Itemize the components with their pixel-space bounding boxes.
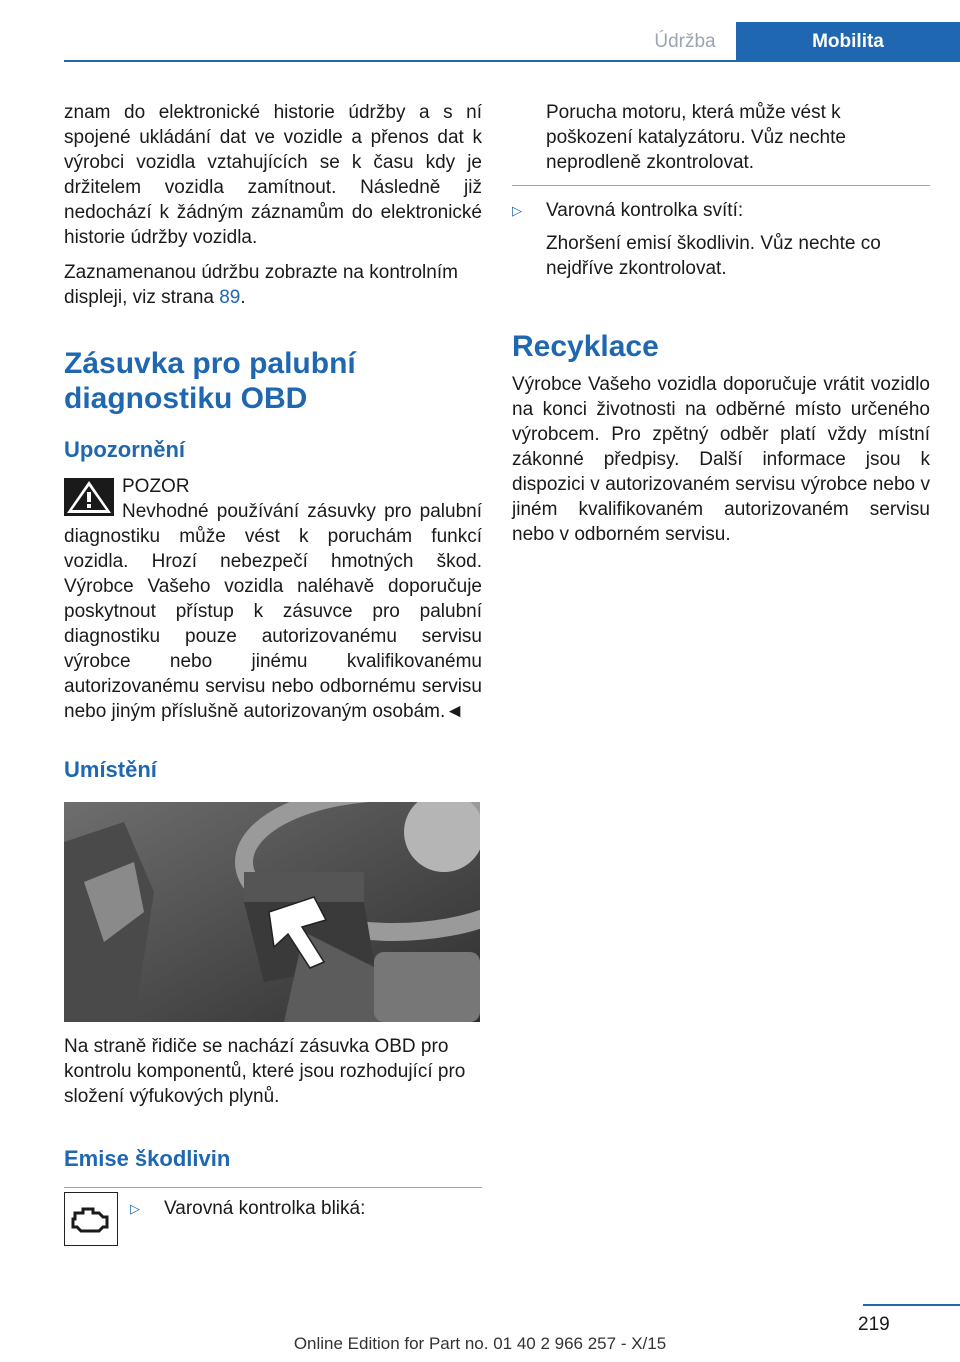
right-column — [512, 100, 930, 557]
tab-mobilita[interactable]: Mobilita — [736, 22, 960, 62]
bullet-blinks-text: Varovná kontrolka bliká: — [164, 1198, 366, 1219]
subheading-emissions: Emise škodlivin — [64, 1146, 231, 1171]
top-bar — [0, 0, 960, 62]
recycling-text: Výrobce Vašeho vozidla doporučuje vrátit vozidlo na konci životnosti na odběrné místo určeného výrobcem. Pro zpětný odběr platí vždy místní zákonné předpisy. Další informace jsou k dispozici v autorizovaném servisu výrobce nebo v jiném kvalifikovaném autorizovaném servisu nebo v odborném servisu. — [512, 374, 930, 545]
triangle-bullet-icon: ▷ — [130, 1201, 140, 1216]
heading-recycling: Recyklace — [512, 330, 659, 363]
warning-triangle-icon — [64, 478, 114, 516]
emissions-row — [64, 1188, 482, 1248]
warning-block — [64, 474, 482, 724]
bullet-blinks — [130, 1196, 365, 1221]
left-column — [64, 100, 482, 1248]
subheading-notice: Upozornění — [64, 437, 185, 462]
bullet-rule — [512, 185, 930, 186]
paragraph-display-end: . — [240, 287, 246, 308]
paragraph-display — [64, 260, 482, 310]
tab-udrzba[interactable]: Údržba — [654, 31, 716, 52]
bullet-lit — [512, 198, 930, 281]
warning-text: Nevhodné používání zásuvky pro palubní diagnostiku může vést k poruchám funkcí vozidla. Hrozí nebezpečí hmotných škod. Výrobce Vašeho vozidla naléhavě doporučuje poskytnout přístup k zásuvce pro palubní diagnostiku pouze autorizovanému servisu výrobce nebo jinému kvalifikovanému autorizovanému servisu nebo odbornému servisu nebo jiným příslušně autorizovaným osobám.◄ — [64, 501, 482, 722]
bullet-lit-text: Zhoršení emisí škodlivin. Vůz nechte co nejdříve zkontrolovat. — [546, 233, 881, 279]
subheading-location: Umístění — [64, 757, 157, 782]
bullet-lit-title: Varovná kontrolka svítí: — [546, 200, 744, 221]
header-rule — [64, 60, 960, 62]
check-engine-icon — [64, 1192, 118, 1246]
triangle-bullet-icon: ▷ — [512, 203, 522, 218]
paragraph-display-text: Zaznamenanou údržbu zobrazte na kontrolním displeji, viz strana — [64, 262, 458, 308]
section-tabs — [634, 22, 960, 62]
obd-location-photo — [64, 802, 480, 1022]
page-link-89[interactable]: 89 — [219, 287, 241, 308]
bullet-blinks-continuation: Porucha motoru, která může vést k poškození katalyzátoru. Vůz nechte neprodleně zkontrolovat. — [546, 102, 846, 173]
footer-rule — [863, 1304, 960, 1306]
heading-obd: Zásuvka pro palubní diagnostiku OBD — [64, 347, 356, 415]
paragraph-history: znam do elektronické historie údržby a s ní spojené ukládání dat ve vozidle a přenos dat k výrobci vozidla vztahujících se k času kdy je držitelem vozidla zamítnout. Následně již nedochází k žádným záznamům do elektronické historie údržby vozidla. — [64, 102, 482, 248]
page-number: 219 — [858, 1314, 890, 1335]
edition-footer: Online Edition for Part no. 01 40 2 966 257 - X/15 — [293, 1334, 667, 1353]
warning-title: POZOR — [122, 476, 190, 497]
photo-caption: Na straně řidiče se nachází zásuvka OBD pro kontrolu komponentů, které jsou rozhodující pro složení výfukových plynů. — [64, 1036, 466, 1107]
